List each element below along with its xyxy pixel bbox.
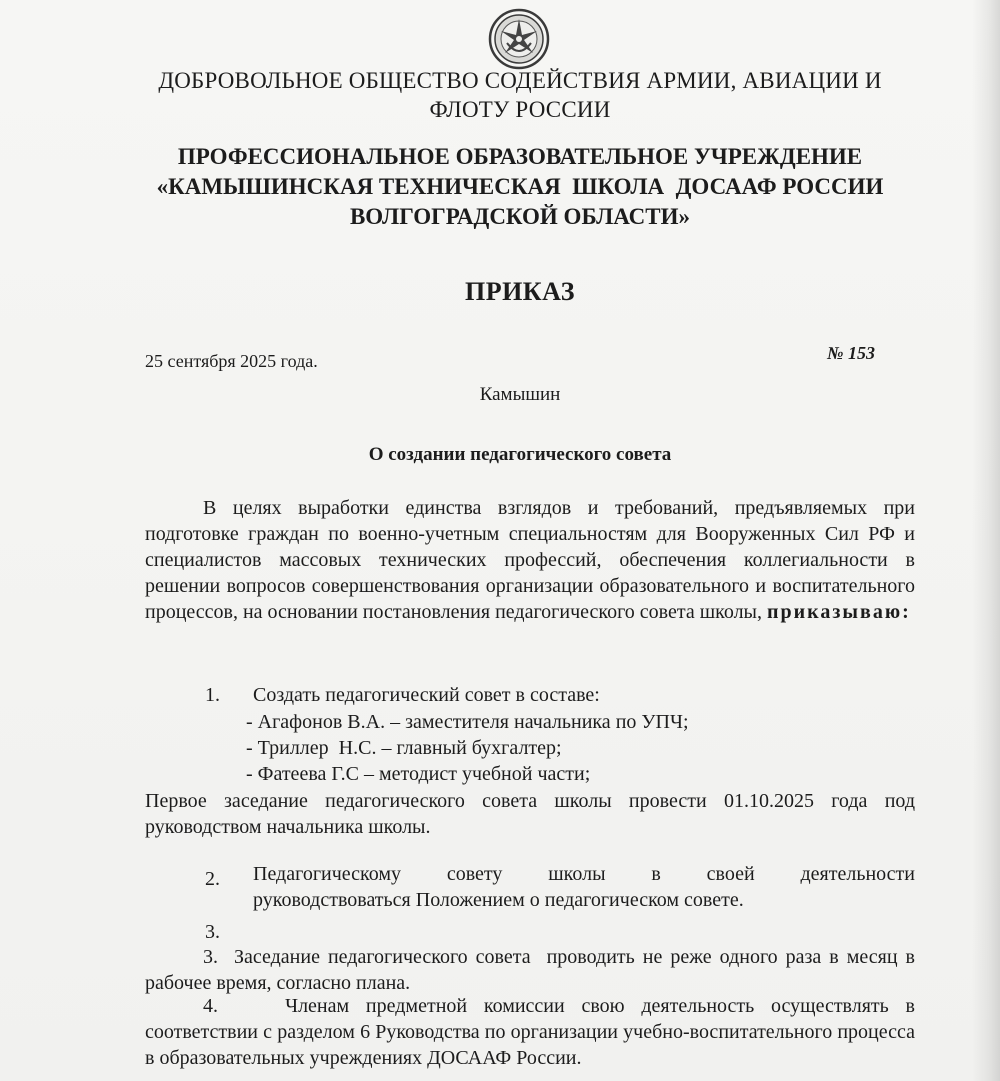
intro-paragraph [145,495,915,625]
order-number: № 153 [827,343,875,363]
inst-line-2: «КАМЫШИНСКАЯ ТЕХНИЧЕСКАЯ ШКОЛА ДОСААФ РОССИИ [156,174,884,199]
item-2-number: 2. [205,868,220,890]
item-1-number: 1. [205,684,220,706]
org-line-2: ФЛОТУ РОССИИ [429,97,611,122]
item-2-line-2: руководствоваться Положением о педагогическом совете. [253,889,744,911]
item-2-block [253,861,915,913]
order-word: приказываю: [766,601,911,623]
item-3-empty-number: 3. [205,921,220,943]
member-3: - Фатеева Г.С – методист учебной части; [246,763,591,785]
item-3-paragraph: 3. Заседание педагогического совета проводить не реже одного раза в месяц в рабочее время, согласно плана. [145,946,920,994]
order-city: Камышин [479,384,561,405]
org-line-1: ДОБРОВОЛЬНОЕ ОБЩЕСТВО СОДЕЙСТВИЯ АРМИИ, АВИАЦИИ И [158,68,882,93]
organization-header [100,66,940,124]
page-edge-shadow [972,0,1000,1081]
institution-header [100,142,940,232]
inst-line-1: ПРОФЕССИОНАЛЬНОЕ ОБРАЗОВАТЕЛЬНОЕ УЧРЕЖДЕНИЕ [177,144,863,169]
item-2-line-1: Педагогическому совету школы в своей деятельности [253,863,915,885]
member-2: - Триллер Н.С. – главный бухгалтер; [246,737,562,759]
item-4-paragraph: 4. Членам предметной комиссии свою деятельность осуществлять в соответствии с разделом 6 Руководства по организации учебно-воспитательного процесса в образовательных учреждениях ДОСААФ России. [145,995,920,1069]
inst-line-3: ВОЛГОГРАДСКОЙ ОБЛАСТИ» [349,204,691,229]
item-1-text: Создать педагогический совет в составе: [253,684,600,706]
dosaaf-emblem-icon [487,7,551,71]
order-date: 25 сентября 2025 года. [145,351,318,371]
intro-text: В целях выработки единства взглядов и требований, предъявляемых при подготовке граждан по военно-учетным специальностям для Вооруженных Сил РФ и специалистов массовых технических профессий, обеспечения коллегиальности в решении вопросов совершенствования организации образовательного и воспитательного процессов, на основании постановления педагогического совета школы, [145,497,915,623]
first-meeting-paragraph: Первое заседание педагогического совета школы провести 01.10.2025 года под руководством начальника школы. [145,790,915,838]
member-1: - Агафонов В.А. – заместителя начальника по УПЧ; [246,711,689,733]
order-subject: О создании педагогического совета [368,444,672,465]
document-type: ПРИКАЗ [464,277,576,306]
